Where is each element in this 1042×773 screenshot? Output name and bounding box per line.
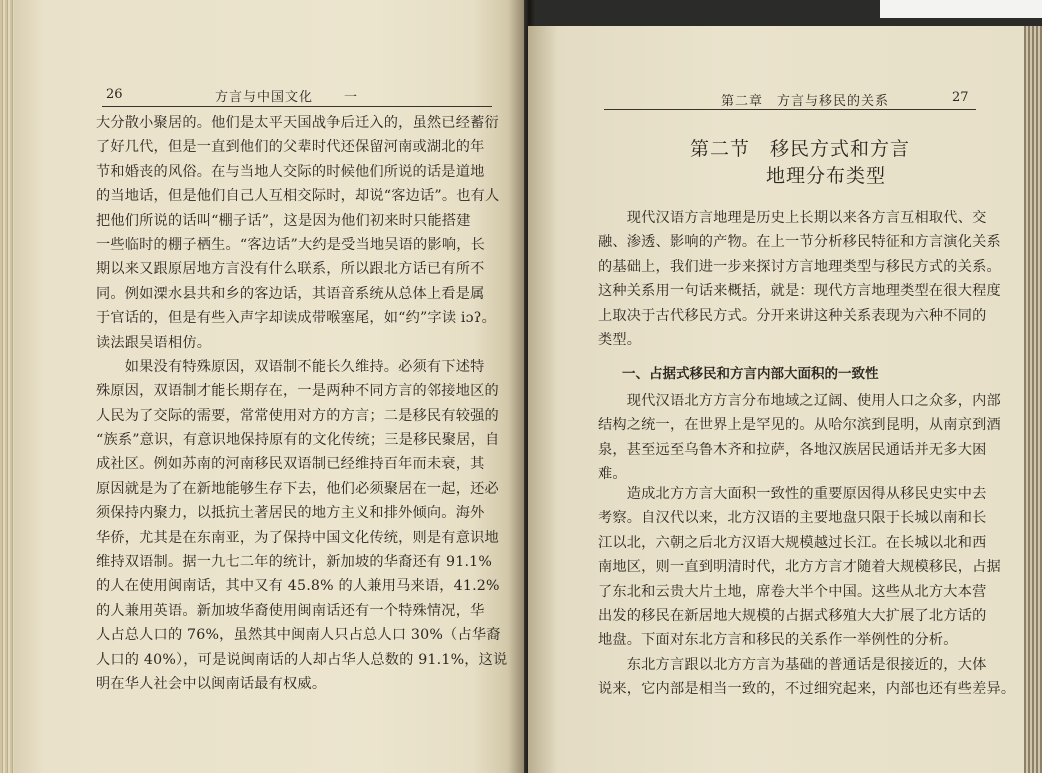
text-line: 人口的 40%），可是说闽南话的人却占华人总数的 91.1%，这说: [96, 651, 508, 668]
scanner-corner: [880, 0, 1042, 18]
left-running-head-dash: 一: [344, 90, 358, 105]
right-header-rule: [604, 109, 976, 110]
text-line: 融、渗透、影响的产物。在上一节分析移民特征和方言演化关系: [598, 234, 1001, 251]
left-header-rule: [102, 106, 492, 107]
text-line: 把他们所说的话叫“棚子话”，这是因为他们初来时只能搭建: [96, 212, 471, 229]
text-line: 的基础上，我们进一步来探讨方言地理类型与移民方式的关系。: [598, 258, 1001, 275]
text-line: 出发的移民在新居地大规模的占据式移殖大大扩展了北方话的: [598, 607, 987, 624]
text-line: 明在华人社会中以闽南话最有权威。: [96, 675, 327, 692]
text-line: 读法跟吴语相仿。: [96, 334, 212, 351]
text-line: 了好几代，但是一直到他们的父辈时代还保留河南或湖北的年: [96, 139, 485, 156]
text-line: 南地区，则一直到明清时代，北方方言才随着大规模移民，占据: [598, 559, 1001, 576]
text-line: 华侨，尤其是在东南亚，为了保持中国文化传统，则是有意识地: [96, 529, 499, 546]
text-line: 原因就是为了在新地能够生存下去，他们必须聚居在一起，还必: [96, 480, 499, 497]
right-running-head: 第二章 方言与移民的关系: [721, 94, 890, 109]
text-line: 泉，甚至远至乌鲁木齐和拉萨，各地汉族居民通话并无多大困: [598, 441, 987, 458]
text-line: 现代汉语方言地理是历史上长期以来各方言互相取代、交: [598, 210, 987, 226]
section-title-line-2: 地理分布类型: [766, 165, 887, 187]
paragraph-migration-history: [598, 482, 1015, 702]
text-line: 说来，它内部是相当一致的，不过细究起来，内部也还有些差异。: [598, 681, 1016, 698]
text-line: 东北方言跟以北方方言为基础的普通话是很接近的，大体: [598, 656, 987, 673]
text-line: 这种关系用一句话来概括，就是：现代方言地理类型在很大程度: [598, 283, 1001, 300]
text-line: 上取决于古代移民方式。分开来讲这种关系表现为六种不同的: [598, 307, 987, 324]
text-line: 期以来又跟原居地方言没有什么联系，所以跟北方话已有所不: [96, 261, 485, 278]
text-line: 的当地话，但是他们自己人互相交际时，却说“客边话”。也有人: [96, 188, 500, 205]
text-line: 人占总人口的 76%，虽然其中闽南人只占总人口 30%（占华裔: [96, 627, 501, 644]
text-line: 结构之统一，在世界上是罕见的。从哈尔滨到昆明，从南京到酒: [598, 417, 1001, 434]
left-page-number: 26: [106, 87, 123, 102]
text-line: 于官话的，但是有些入声字却读成带喉塞尾，如“约”字读 iɔʔ。: [96, 310, 496, 327]
text-line: 成社区。例如苏南的河南移民双语制已经维持百年而未衰，其: [96, 456, 485, 473]
text-line: 一些临时的棚子栖生。“客边话”大约是受当地吴语的影响，长: [96, 236, 485, 253]
text-line: 了东北和云贵大片土地，席卷大半个中国。这些从北方大本营: [598, 583, 987, 600]
text-line: 的人兼用英语。新加坡华裔使用闽南话还有一个特殊情况，华: [96, 602, 485, 619]
text-line: 现代汉语北方方言分布地域之辽阔、使用人口之众多，内部: [598, 393, 1001, 409]
text-line: 殊原因，双语制才能长期存在，一是两种不同方言的邻接地区的: [96, 383, 499, 400]
text-line: 人民为了交际的需要，常常使用对方的方言；二是移民有较强的: [96, 407, 499, 424]
text-line: 造成北方方言大面积一致性的重要原因得从移民史实中去: [598, 486, 987, 502]
right-page-number: 27: [952, 90, 969, 105]
left-body-text: [96, 111, 507, 696]
left-running-head: 方言与中国文化: [215, 90, 314, 105]
text-line: 地盘。下面对东北方言和移民的关系作一举例性的分析。: [598, 632, 958, 649]
section-title-line-1: 第二节 移民方式和方言: [690, 138, 911, 160]
right-page-edges: [1024, 26, 1042, 773]
subsection-heading: 一、占据式移民和方言内部大面积的一致性: [622, 366, 879, 382]
left-page: [14, 0, 524, 773]
text-line: 江以北，六朝之后北方汉语大规模越过长江。在长城以北和西: [598, 534, 987, 551]
text-line: 维持双语制。据一九七二年的统计，新加坡的华裔还有 91.1%: [96, 554, 493, 571]
text-line: 同。例如溧水县共和乡的客边话，其语音系统从总体上看是属: [96, 285, 485, 302]
paragraph-northern-dialect: [598, 389, 1001, 487]
text-line: 节和婚丧的风俗。在与当地人交际的时候他们所说的话是道地: [96, 163, 485, 180]
text-line: 须保持内聚力，以抵抗土著居民的地方主义和排外倾向。海外: [96, 505, 485, 522]
text-line: 类型。: [598, 331, 642, 348]
text-line: 考察。自汉代以来，北方汉语的主要地盘只限于长城以南和长: [598, 510, 987, 527]
text-line: 大分散小聚居的。他们是太平天国战争后迁入的，虽然已经蓄衍: [96, 115, 499, 131]
text-line: 的人在使用闽南话，其中又有 45.8% 的人兼用马来语，41.2%: [96, 578, 500, 595]
intro-paragraph: [598, 206, 1001, 352]
right-page: [528, 26, 1024, 773]
text-line: 如果没有特殊原因，双语制不能长久维持。必须有下述特: [96, 358, 485, 375]
text-line: “族系”意识，有意识地保持原有的文化传统；三是移民聚居，自: [96, 432, 500, 449]
text-line: 难。: [598, 466, 627, 483]
